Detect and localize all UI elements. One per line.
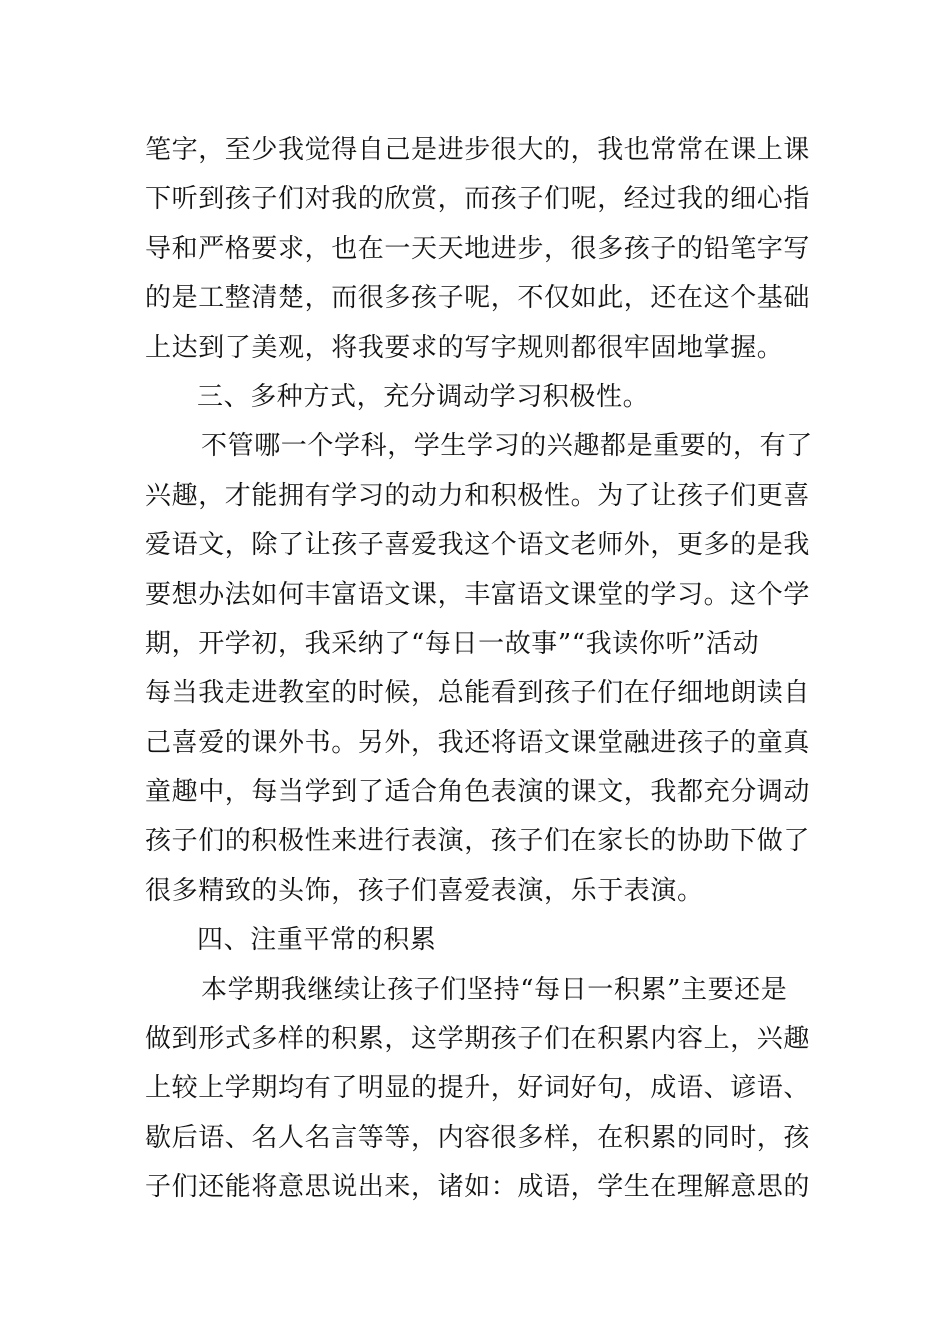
section-heading: 三、多种方式，充分调动学习积极性。 [197, 381, 650, 412]
text-line: 的是工整清楚，而很多孩子呢，不仅如此，还在这个基础 [145, 283, 811, 314]
text-line: 兴趣，才能拥有学习的动力和积极性。为了让孩子们更喜 [145, 480, 811, 511]
text-line: 每当我走进教室的时候，总能看到孩子们在仔细地朗读自 [145, 678, 811, 709]
text-line: 上达到了美观，将我要求的写字规则都很牢固地掌握。 [145, 332, 784, 363]
text-line: 童趣中，每当学到了适合角色表演的课文，我都充分调动 [145, 777, 811, 808]
text-line: 己喜爱的课外书。另外，我还将语文课堂融进孩子的童真 [145, 727, 811, 758]
text-line: 爱语文，除了让孩子喜爱我这个语文老师外，更多的是我 [145, 530, 811, 561]
text-line: 下听到孩子们对我的欣赏，而孩子们呢，经过我的细心指 [145, 184, 811, 215]
paragraph-first-line: 本学期我继续让孩子们坚持“每日一积累”主要还是 [201, 974, 788, 1005]
text-line: 要想办法如何丰富语文课，丰富语文课堂的学习。这个学 [145, 579, 811, 610]
text-line: 孩子们的积极性来进行表演，孩子们在家长的协助下做了 [145, 826, 811, 857]
text-line: 子们还能将意思说出来，诸如：成语，学生在理解意思的 [145, 1172, 811, 1203]
text-line: 笔字，至少我觉得自己是进步很大的，我也常常在课上课 [145, 135, 811, 165]
text-line: 导和严格要求，也在一天天地进步，很多孩子的铅笔字写 [145, 233, 811, 264]
text-line: 很多精致的头饰，孩子们喜爱表演，乐于表演。 [145, 875, 704, 906]
text-line: 上较上学期均有了明显的提升，好词好句，成语、谚语、 [145, 1073, 811, 1104]
text-line: 期，开学初，我采纳了“每日一故事”“我读你听”活动 [145, 628, 760, 659]
document-body [145, 126, 825, 1213]
text-line: 做到形式多样的积累，这学期孩子们在积累内容上，兴趣 [145, 1024, 811, 1055]
section-heading: 四、注重平常的积累 [197, 925, 437, 956]
text-line: 歇后语、名人名言等等，内容很多样，在积累的同时，孩 [145, 1122, 811, 1153]
paragraph-first-line: 不管哪一个学科，学生学习的兴趣都是重要的，有了 [201, 431, 813, 462]
